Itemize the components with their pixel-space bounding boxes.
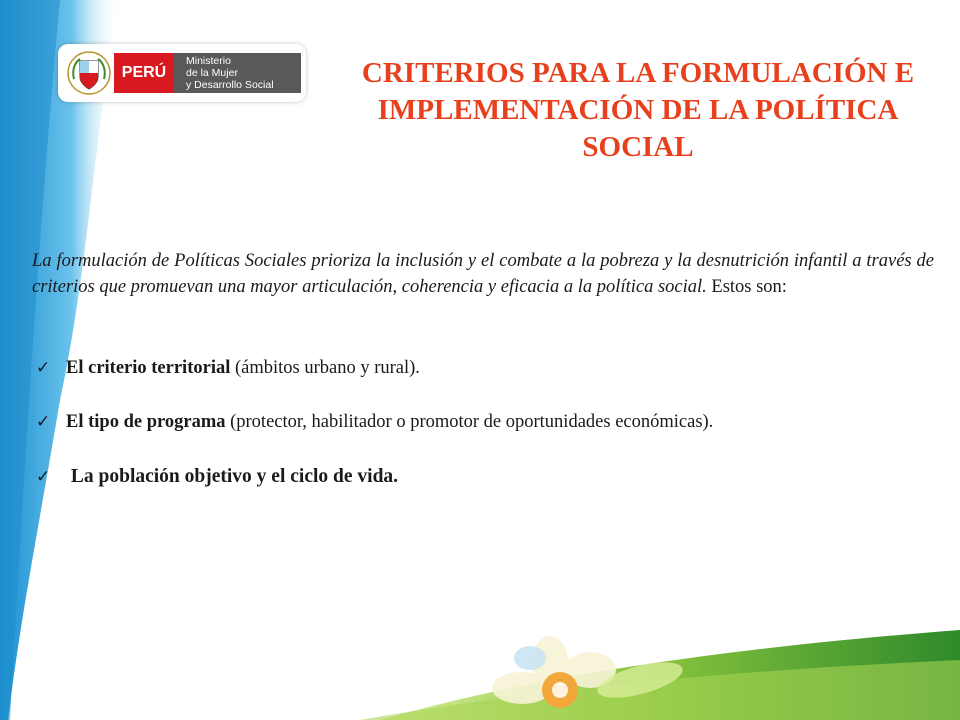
- ministry-line: y Desarrollo Social: [186, 79, 274, 91]
- intro-tail-text: Estos son:: [711, 277, 787, 297]
- intro-paragraph: [32, 248, 934, 300]
- ministry-line: Ministerio: [186, 55, 231, 67]
- criterion-item: [36, 358, 420, 379]
- criterion-item: [36, 466, 398, 488]
- coat-of-arms-icon: [66, 49, 112, 97]
- slide-title: [330, 55, 946, 166]
- ministry-name: [174, 53, 301, 93]
- title-line: SOCIAL: [582, 131, 694, 163]
- ministry-line: de la Mujer: [186, 67, 238, 79]
- criterion-label: El criterio territorial: [66, 358, 231, 378]
- criterion-item: [36, 412, 713, 433]
- criterion-detail: (ámbitos urbano y rural).: [234, 358, 420, 378]
- criterion-label: La población objetivo y el ciclo de vida.: [70, 466, 399, 487]
- checkmark-icon: ✓: [36, 412, 51, 432]
- title-line: CRITERIOS PARA LA FORMULACIÓN E: [361, 57, 915, 89]
- checkmark-icon: ✓: [36, 358, 51, 378]
- criterion-label: El tipo de programa: [66, 412, 226, 432]
- checkmark-icon: ✓: [36, 467, 51, 487]
- criterion-detail: (protector, habilitador o promotor de oportunidades económicas).: [230, 412, 714, 432]
- intro-italic-text: La formulación de Políticas Sociales prioriza la inclusión y el combate a la pobreza y la desnutrición infantil a través de criterios que promuevan una mayor articulación, coherencia y eficacia a la política social.: [32, 251, 934, 297]
- ministry-logo: [58, 44, 306, 102]
- title-line: IMPLEMENTACIÓN DE LA POLÍTICA: [377, 94, 899, 126]
- peru-label: PERÚ: [114, 53, 174, 93]
